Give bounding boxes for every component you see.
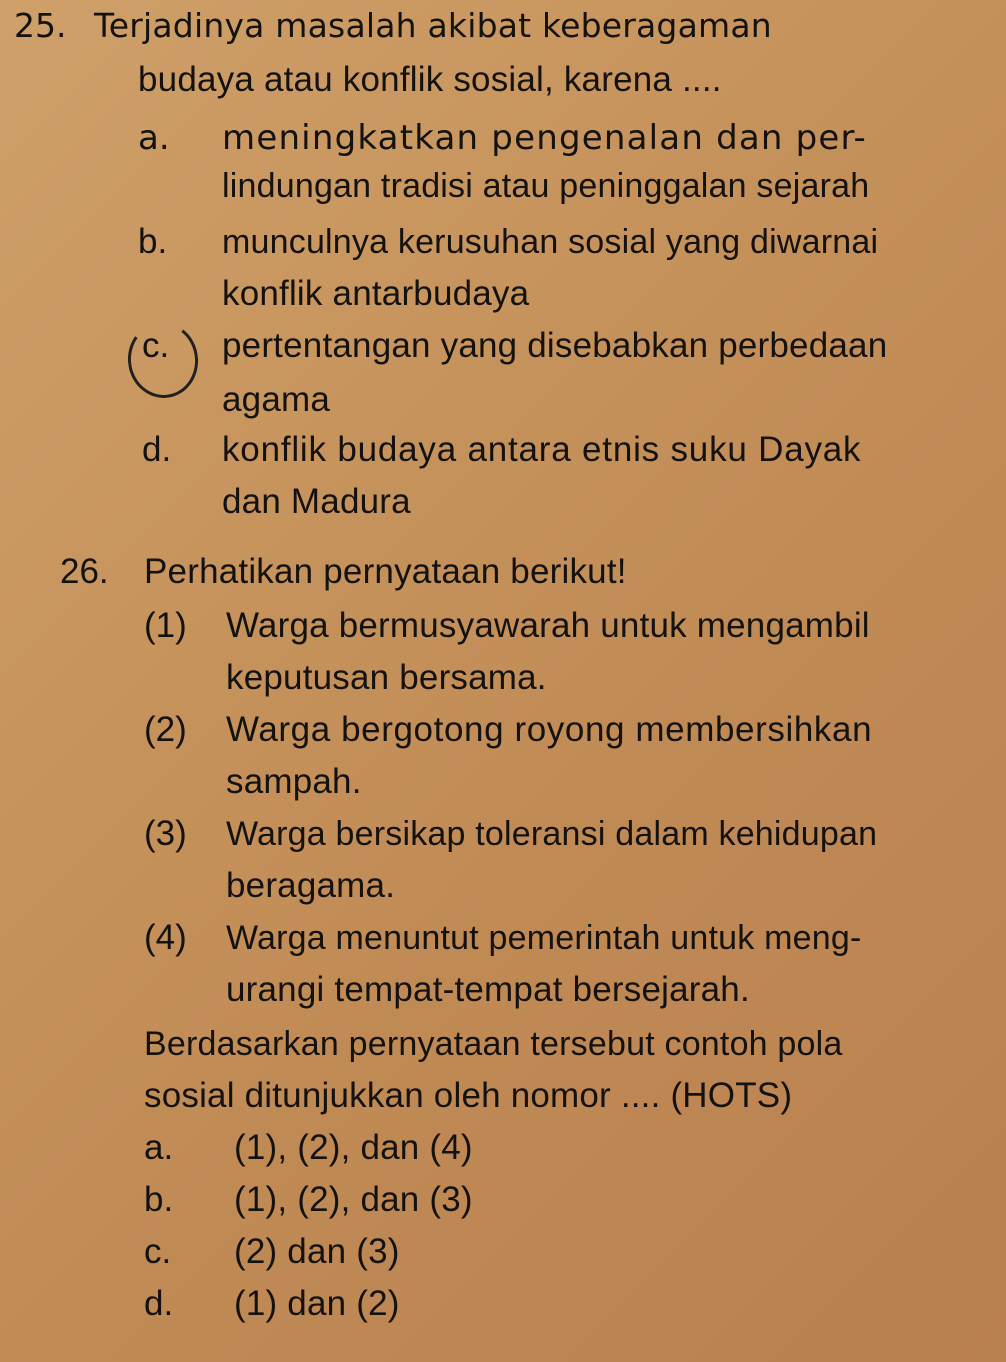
option-text: (1), (2), dan (4)	[234, 1128, 473, 1167]
question-stem-line: Perhatikan pernyataan berikut!	[144, 552, 627, 591]
option-letter: c.	[142, 326, 170, 365]
option-letter: a.	[138, 118, 170, 158]
question-prompt-line: sosial ditunjukkan oleh nomor .... (HOTS)	[144, 1076, 793, 1115]
statement-text-line: Warga bermusyawarah untuk mengambil	[226, 606, 870, 645]
statement-text-line: urangi tempat-tempat bersejarah.	[226, 970, 750, 1009]
statement-text-line: Warga menuntut pemerintah untuk meng-	[226, 919, 862, 957]
option-text-line: konflik antarbudaya	[222, 274, 530, 313]
statement-label: (2)	[144, 710, 187, 749]
statement-text-line: Warga bersikap toleransi dalam kehidupan	[226, 815, 878, 853]
option-text-line: lindungan tradisi atau peninggalan sejarah	[222, 167, 870, 205]
question-prompt-line: Berdasarkan pernyataan tersebut contoh pola	[144, 1025, 843, 1063]
question-stem-line: Terjadinya masalah akibat keberagaman	[94, 6, 772, 45]
option-text-line: pertentangan yang disebabkan perbedaan	[222, 326, 888, 365]
question-number: 25.	[14, 6, 67, 45]
option-text: (2) dan (3)	[234, 1232, 400, 1271]
option-text: (1), (2), dan (3)	[234, 1180, 473, 1219]
option-letter: b.	[138, 222, 168, 261]
statement-text-line: keputusan bersama.	[226, 658, 547, 697]
option-letter: a.	[144, 1128, 174, 1167]
statement-label: (4)	[144, 918, 187, 957]
option-text-line: meningkatkan pengenalan dan per-	[222, 118, 868, 158]
statement-label: (3)	[144, 814, 187, 853]
option-text-line: konflik budaya antara etnis suku Dayak	[222, 430, 862, 469]
statement-text-line: beragama.	[226, 866, 396, 905]
statement-text-line: sampah.	[226, 762, 362, 801]
question-number: 26.	[60, 552, 109, 591]
statement-label: (1)	[144, 606, 187, 645]
option-text-line: munculnya kerusuhan sosial yang diwarnai	[222, 223, 879, 261]
option-text-line: dan Madura	[222, 482, 411, 521]
option-letter: c.	[144, 1232, 172, 1271]
question-stem-line: budaya atau konflik sosial, karena ....	[138, 60, 722, 99]
statement-text-line: Warga bergotong royong membersihkan	[226, 710, 873, 749]
option-letter: d.	[144, 1284, 174, 1323]
option-letter: d.	[142, 430, 172, 469]
option-letter: b.	[144, 1180, 174, 1219]
option-text: (1) dan (2)	[234, 1284, 400, 1323]
option-text-line: agama	[222, 380, 331, 419]
